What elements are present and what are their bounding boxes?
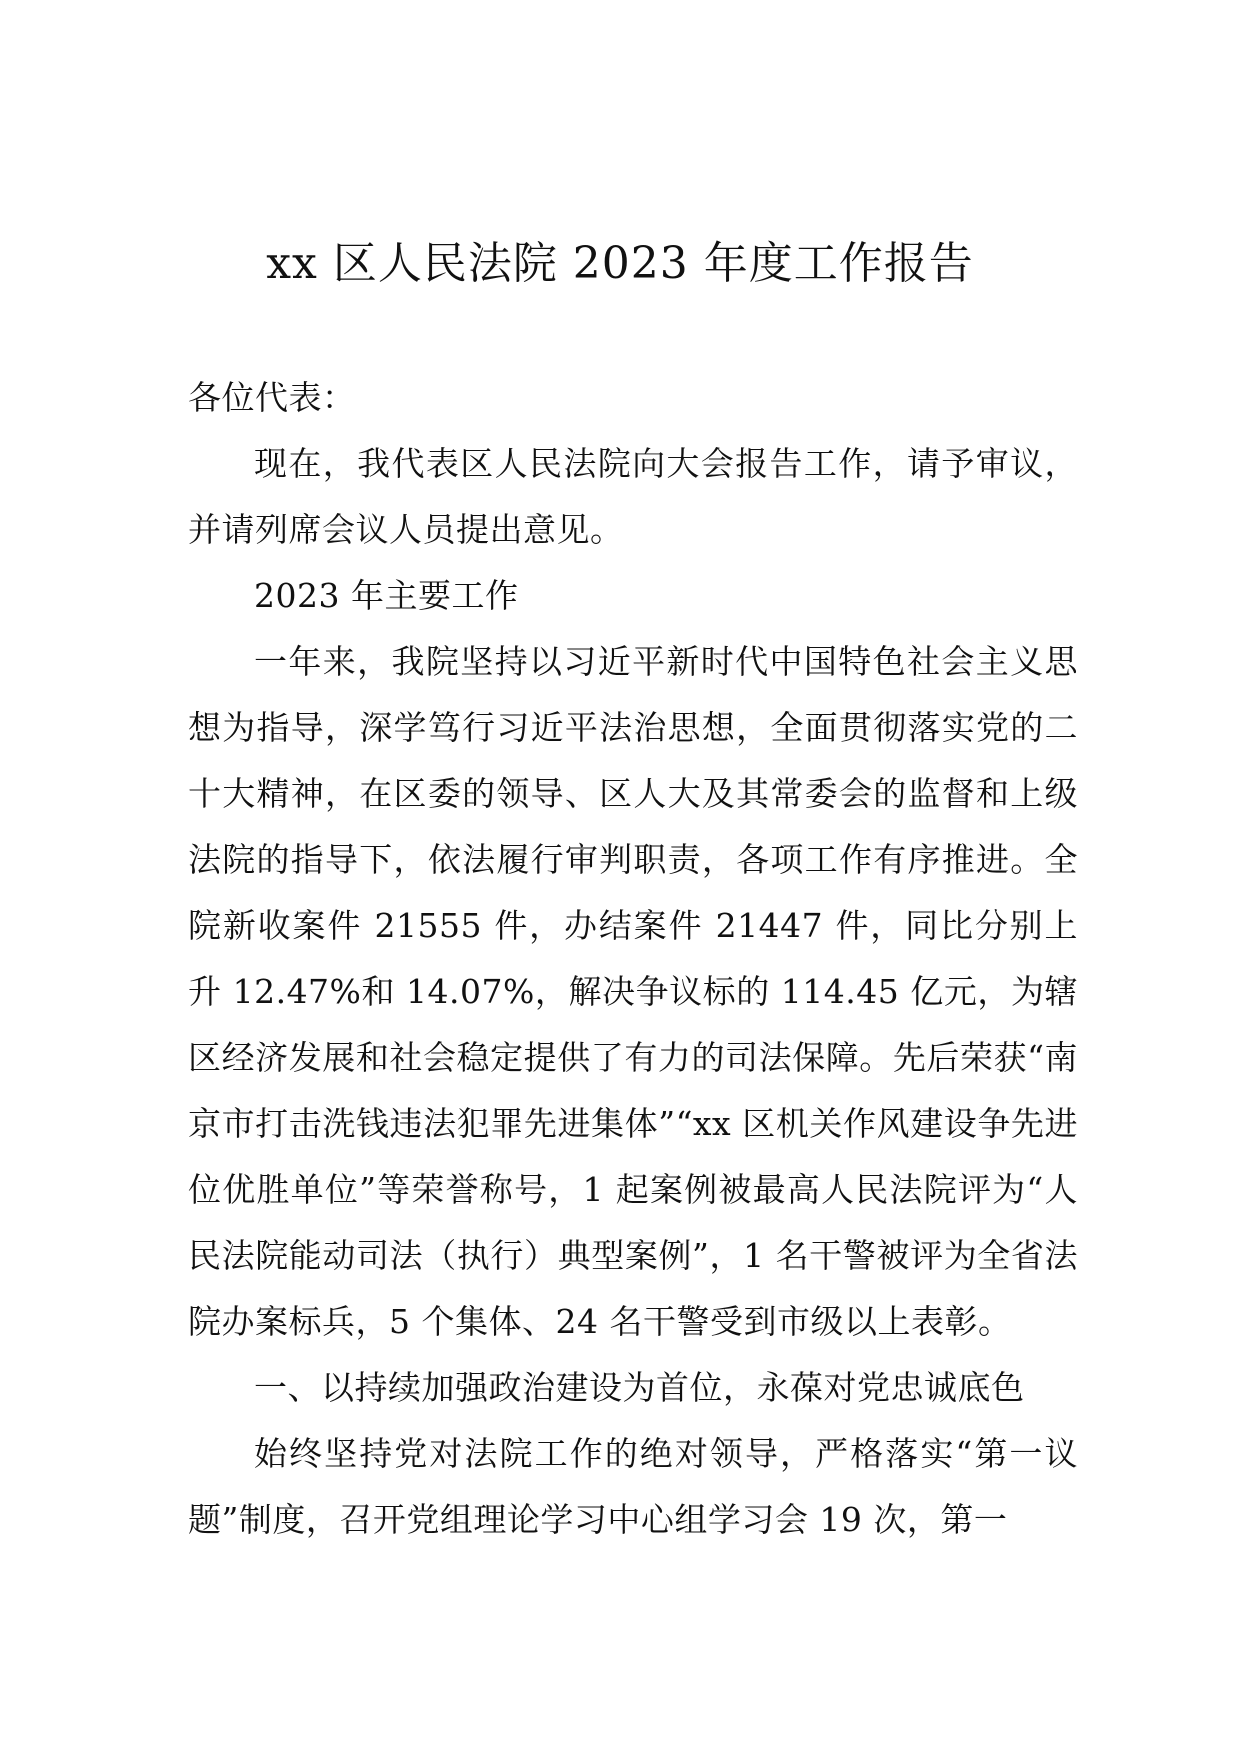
document-body (188, 365, 1078, 1553)
paragraph-party-leadership: 始终坚持党对法院工作的绝对领导，严格落实“第一议题”制度，召开党组理论学习中心组学习会 19 次，第一 (188, 1434, 1078, 1539)
paragraph-summary: 一年来，我院坚持以习近平新时代中国特色社会主义思想为指导，深学笃行习近平法治思想，全面贯彻落实党的二十大精神，在区委的领导、区人大及其常委会的监督和上级法院的指导下，依法履行审判职责，各项工作有序推进。全院新收案件 21555 件，办结案件 21447 件，同比分别上升 12.47%和 14.07%，解决争议标的 114.45 亿元，为辖区经济发展和社会稳定提供了有力的司法保障。先后荣获“南京市打击洗钱违法犯罪先进集体”“xx 区机关作风建设争先进位优胜单位”等荣誉称号，1 起案例被最高人民法院评为“人民法院能动司法（执行）典型案例”，1 名干警被评为全省法院办案标兵，5 个集体、24 名干警受到市级以上表彰。 (188, 642, 1078, 1341)
paragraph-intro: 现在，我代表区人民法院向大会报告工作，请予审议，并请列席会议人员提出意见。 (188, 444, 1078, 549)
document-title: xx 区人民法院 2023 年度工作报告 (266, 238, 974, 289)
salutation: 各位代表： (188, 378, 356, 417)
section-heading-2023-work: 2023 年主要工作 (254, 576, 519, 615)
section-heading-political-building: 一、以持续加强政治建设为首位，永葆对党忠诚底色 (254, 1368, 1025, 1407)
